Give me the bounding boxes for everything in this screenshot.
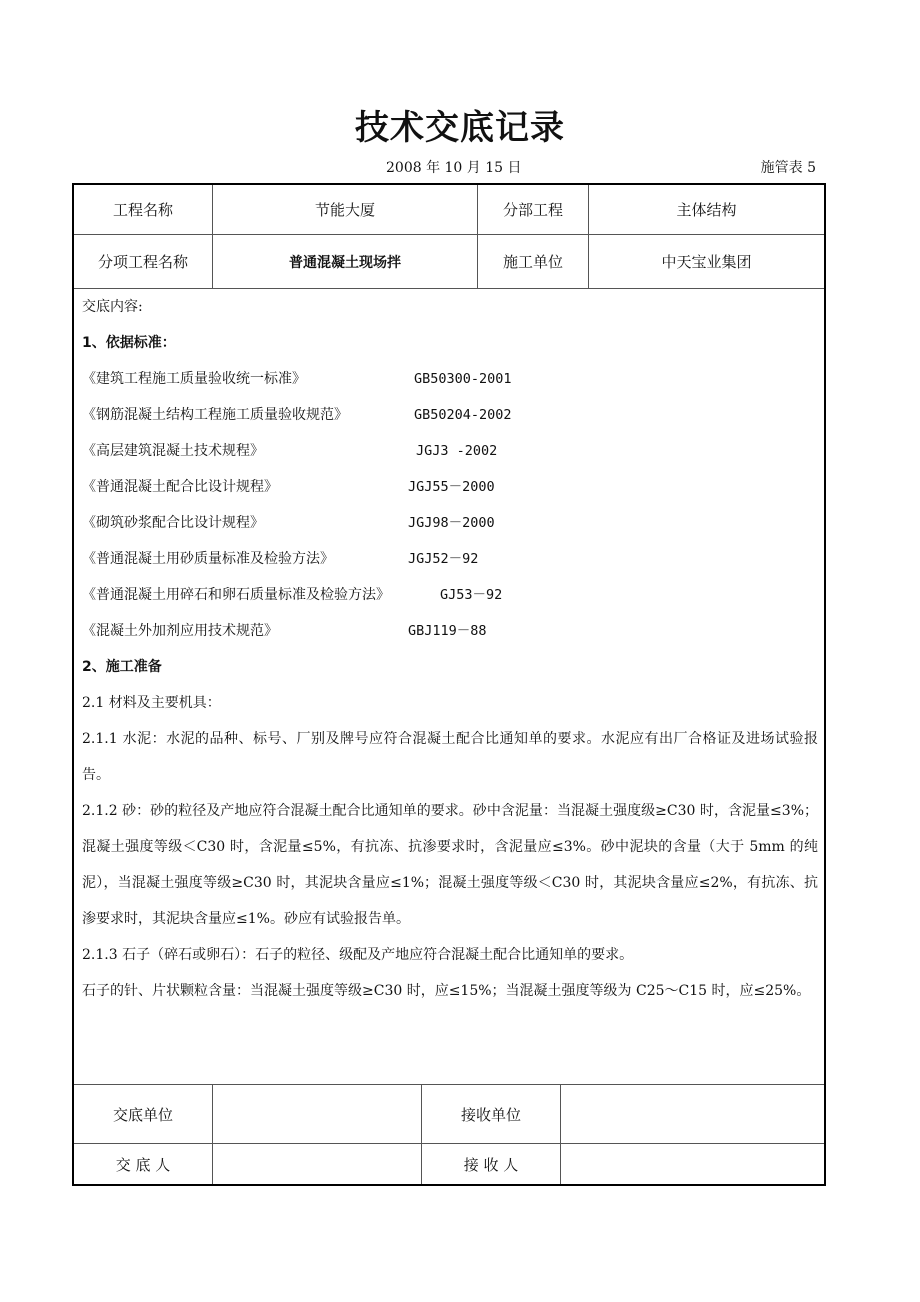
discloser-field[interactable]: [213, 1144, 421, 1184]
document-date: 2008 年 10 月 15 日: [386, 160, 522, 176]
standard-code: GB50300-2001: [414, 371, 512, 387]
division-value: 主体结构: [676, 201, 737, 219]
standard-item: [82, 541, 818, 577]
project-name-value: 节能大厦: [314, 201, 375, 219]
disclosure-content: [82, 289, 818, 1009]
standard-name: 《建筑工程施工质量验收统一标准》: [82, 371, 306, 387]
standard-code: JGJ3 -2002: [416, 443, 498, 459]
discloser-label: 交 底 人: [115, 1155, 171, 1174]
sub-project-value: 普通混凝土现场拌: [289, 254, 401, 271]
disclosure-record-table: [72, 183, 826, 1186]
paragraph-cement: 2.1.1 水泥：水泥的品种、标号、厂别及牌号应符合混凝土配合比通知单的要求。水泥应有出厂合格证及进场试验报告。: [82, 731, 818, 783]
project-name-label: 工程名称: [112, 201, 173, 219]
receiver-label: 接 收 人: [463, 1155, 519, 1174]
section-2-heading: 2、施工准备: [82, 659, 162, 675]
standard-code: JGJ55－2000: [408, 479, 495, 495]
paragraph-gravel-intro: 2.1.3 石子（碎石或卵石）：石子的粒径、级配及产地应符合混凝土配合比通知单的要求。: [82, 947, 634, 963]
standard-item: [82, 613, 818, 649]
standard-item: [82, 361, 818, 397]
content-intro: 交底内容:: [82, 299, 143, 315]
standard-name: 《普通混凝土配合比设计规程》: [82, 479, 278, 495]
standard-name: 《混凝土外加剂应用技术规范》: [82, 623, 278, 639]
standard-code: JGJ98－2000: [408, 515, 495, 531]
standard-name: 《钢筋混凝土结构工程施工质量验收规范》: [82, 407, 348, 423]
paragraph-gravel-content: 石子的针、片状颗粒含量：当混凝土强度等级≥C30 时，应≤15%；当混凝土强度等级为 C25～C15 时，应≤25%。: [82, 983, 811, 999]
standard-code: GJ53－92: [440, 587, 503, 603]
standard-code: GBJ119－88: [408, 623, 487, 639]
receiving-unit-field[interactable]: [561, 1085, 824, 1143]
contractor-label: 施工单位: [502, 253, 563, 271]
contractor-value: 中天宝业集团: [661, 253, 752, 271]
standard-name: 《普通混凝土用碎石和卵石质量标准及检验方法》: [82, 587, 390, 603]
standard-item: [82, 469, 818, 505]
form-number: 施管表 5: [760, 160, 816, 176]
section-1-heading: 1、依据标准：: [82, 335, 176, 351]
standard-item: [82, 577, 818, 613]
subsection-2-1: 2.1 材料及主要机具：: [82, 695, 221, 711]
standard-name: 《普通混凝土用砂质量标准及检验方法》: [82, 551, 334, 567]
document-title: 技术交底记录: [355, 108, 565, 148]
division-label: 分部工程: [502, 201, 563, 219]
disclosing-unit-label: 交底单位: [112, 1105, 173, 1124]
receiver-field[interactable]: [561, 1144, 824, 1184]
disclosing-unit-field[interactable]: [213, 1085, 421, 1143]
paragraph-sand: 2.1.2 砂：砂的粒径及产地应符合混凝土配合比通知单的要求。砂中含泥量：当混凝土强度级≥C30 时，含泥量≤3%；混凝土强度等级＜C30 时，含泥量≤5%，有抗冻、抗渗要求时，含泥量应≤3%。砂中泥块的含量（大于 5mm 的纯泥），当混凝土强度等级≥C30 时，其泥块含量应≤1%；混凝土强度等级＜C30 时，其泥块含量应≤2%，有抗冻、抗渗要求时，其泥块含量应≤1%。砂应有试验报告单。: [82, 803, 818, 927]
standard-code: JGJ52－92: [408, 551, 479, 567]
standard-item: [82, 397, 818, 433]
standard-code: GB50204-2002: [414, 407, 512, 423]
standard-item: [82, 505, 818, 541]
standard-name: 《砌筑砂浆配合比设计规程》: [82, 515, 264, 531]
standard-name: 《高层建筑混凝土技术规程》: [82, 443, 264, 459]
standard-item: [82, 433, 818, 469]
receiving-unit-label: 接收单位: [460, 1105, 521, 1124]
sub-project-label: 分项工程名称: [97, 253, 188, 271]
